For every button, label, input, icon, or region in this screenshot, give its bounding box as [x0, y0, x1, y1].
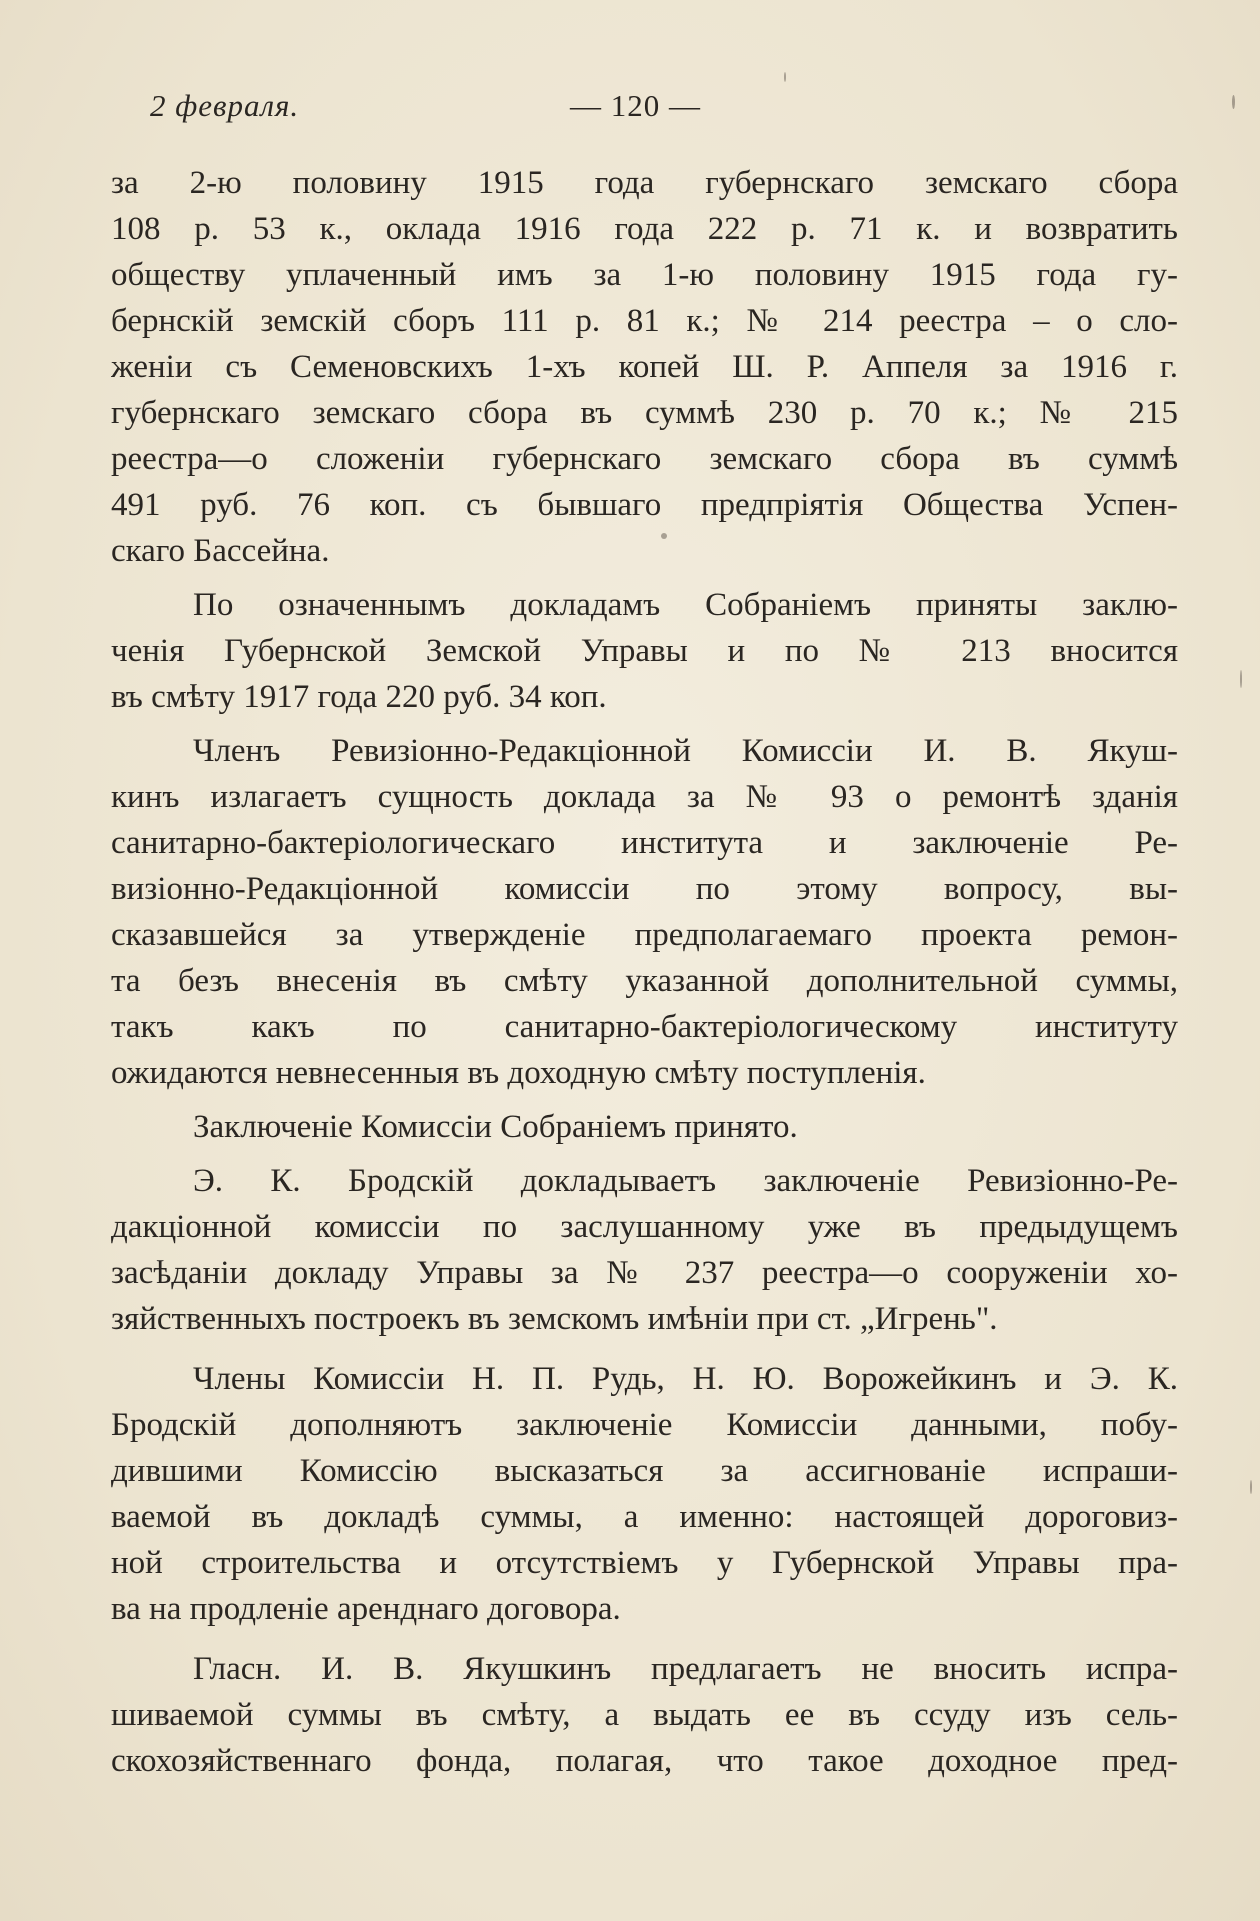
text-line: бернскій земскій сборъ 111 р. 81 к.; № 214 реестра – о сло- [111, 303, 1178, 339]
text-line: губернскаго земскаго сбора въ суммѣ 230 р. 70 к.; № 215 [111, 395, 1178, 431]
text-line: Заключеніе Комиссіи Собраніемъ принято. [193, 1109, 798, 1145]
text-line: скохозяйственнаго фонда, полагая, что такое доходное пред- [111, 1743, 1178, 1779]
text-line: зяйственныхъ построекъ въ земскомъ имѣніи при ст. „Игрень". [111, 1301, 998, 1337]
text-line: санитарно-бактеріологическаго института и заключеніе Ре- [111, 825, 1178, 861]
paper-speck [1250, 1480, 1252, 1494]
header-date: 2 февраля. [150, 88, 300, 123]
text-line: обществу уплаченный имъ за 1-ю половину 1915 года гу- [111, 257, 1178, 293]
text-line: за 2-ю половину 1915 года губернскаго земскаго сбора [111, 165, 1178, 201]
text-line: 108 р. 53 к., оклада 1916 года 222 р. 71 к. и возвратить [111, 211, 1178, 247]
text-line: такъ какъ по санитарно-бактеріологическому институту [111, 1009, 1178, 1045]
text-line: Члены Комиссіи Н. П. Рудь, Н. Ю. Ворожейкинъ и Э. К. [193, 1361, 1178, 1397]
text-line: скаго Бассейна. [111, 533, 330, 569]
text-line: дившими Комиссію высказаться за ассигнованіе испраши- [111, 1453, 1178, 1489]
text-line: 491 руб. 76 коп. съ бывшаго предпріятія Общества Успен- [111, 487, 1178, 523]
text-line: сказавшейся за утвержденіе предполагаемаго проекта ремон- [111, 917, 1178, 953]
text-line: реестра—о сложеніи губернскаго земскаго сбора въ суммѣ [111, 441, 1178, 477]
text-line: кинъ излагаетъ сущность доклада за № 93 о ремонтѣ зданія [111, 779, 1178, 815]
paper-speck [661, 533, 667, 539]
paper-speck [1232, 95, 1235, 109]
text-line: Членъ Ревизіонно-Редакціонной Комиссіи И. В. Якуш- [193, 733, 1178, 769]
text-line: та безъ внесенія въ смѣту указанной дополнительной суммы, [111, 963, 1178, 999]
text-line: засѣданіи докладу Управы за № 237 реестра—о сооруженіи хо- [111, 1255, 1178, 1291]
text-line: ченія Губернской Земской Управы и по № 213 вносится [111, 633, 1178, 669]
text-line: дакціонной комиссіи по заслушанному уже въ предыдущемъ [111, 1209, 1178, 1245]
text-line: женіи съ Семеновскихъ 1-хъ копей Ш. Р. Аппеля за 1916 г. [111, 349, 1178, 385]
paper-speck [1240, 670, 1242, 688]
page-number: — 120 — [570, 88, 701, 123]
text-line: По означеннымъ докладамъ Собраніемъ приняты заклю- [193, 587, 1178, 623]
page-header [0, 88, 1260, 128]
body-text [111, 160, 1178, 1784]
text-line: ваемой въ докладѣ суммы, а именно: настоящей дороговиз- [111, 1499, 1178, 1535]
text-line: Э. К. Бродскій докладываетъ заключеніе Ревизіонно-Ре- [193, 1163, 1178, 1199]
text-line: ной строительства и отсутствіемъ у Губернской Управы пра- [111, 1545, 1178, 1581]
text-line: Бродскій дополняютъ заключеніе Комиссіи данными, побу- [111, 1407, 1178, 1443]
text-line: визіонно-Редакціонной комиссіи по этому вопросу, вы- [111, 871, 1178, 907]
text-line: въ смѣту 1917 года 220 руб. 34 коп. [111, 679, 607, 715]
text-line: шиваемой суммы въ смѣту, а выдать ее въ ссуду изъ сель- [111, 1697, 1178, 1733]
text-line: ожидаются невнесенныя въ доходную смѣту поступленія. [111, 1055, 926, 1091]
paper-speck [784, 72, 786, 82]
text-line: Гласн. И. В. Якушкинъ предлагаетъ не вносить испра- [193, 1651, 1178, 1687]
text-line: ва на продленіе аренднаго договора. [111, 1591, 621, 1627]
